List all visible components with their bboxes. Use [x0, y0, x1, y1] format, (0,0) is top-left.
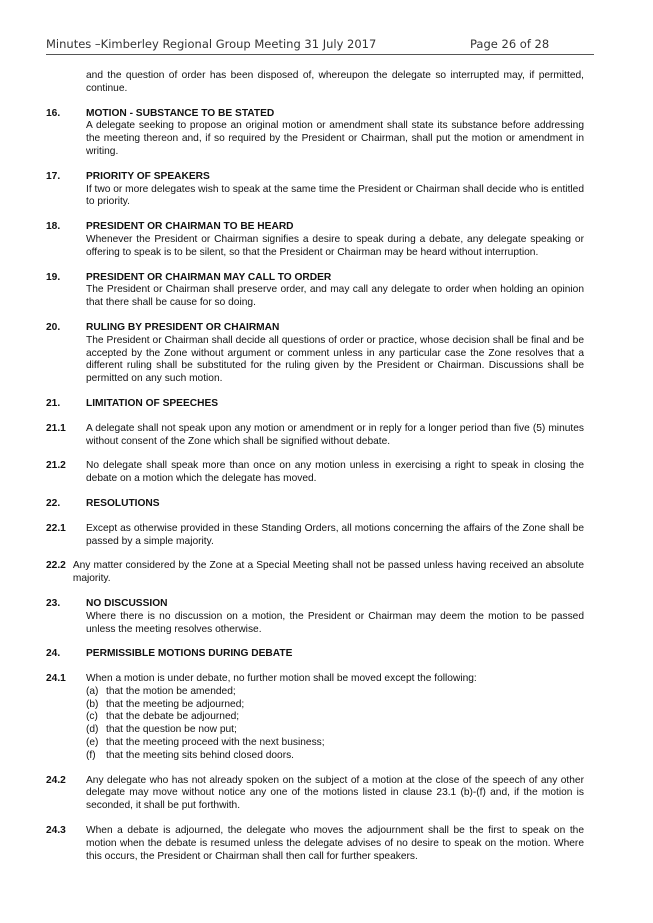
clause-24-2 — [46, 775, 584, 813]
section-number: 19. — [46, 271, 61, 283]
clause-number: 24.2 — [46, 774, 66, 786]
section-body: The President or Chairman shall preserve order, and may call any delegate to order when holding an opinion that there shall be cause for so doing. — [86, 284, 584, 309]
section-number: 23. — [46, 597, 61, 609]
section-body: Where there is no discussion on a motion, the President or Chairman may deem the motion to be passed unless the meeting resolves otherwise. — [86, 610, 584, 635]
section-number: 21. — [46, 397, 61, 409]
clause-text: Any delegate who has not already spoken on the subject of a motion at the close of the speech of any other delegate may move without notice any one of the motions listed in clause 23.1 (b)-(f) and, if the motion is seconded, it shall be put forthwith. — [86, 774, 584, 812]
clause-number: 22.1 — [46, 522, 66, 534]
section-22 — [46, 498, 584, 511]
section-title: NO DISCUSSION — [86, 597, 168, 609]
page-header — [46, 36, 594, 55]
clause-number: 22.2 — [46, 560, 66, 572]
clause-number: 24.1 — [46, 673, 66, 685]
section-24 — [46, 648, 584, 661]
list-item — [86, 737, 584, 750]
section-number: 16. — [46, 107, 61, 119]
list-label: (a) — [86, 685, 99, 697]
section-16 — [46, 108, 584, 159]
intro-paragraph: and the question of order has been disposed of, whereupon the delegate so interrupted may, if permitted, continue. — [86, 70, 584, 94]
list-item — [86, 699, 584, 712]
section-23 — [46, 598, 584, 636]
clause-21-2 — [46, 460, 584, 486]
section-body: If two or more delegates wish to speak at the same time the President or Chairman shall decide who is entitled to priority. — [86, 183, 584, 208]
list-label: (e) — [86, 737, 99, 749]
list-text: that the question be now put; — [106, 724, 237, 736]
list-text: that the meeting be adjourned; — [106, 698, 245, 710]
clause-text: When a motion is under debate, no further motion shall be moved except the following: — [86, 673, 477, 685]
section-title: RESOLUTIONS — [86, 497, 160, 509]
section-title: PRESIDENT OR CHAIRMAN MAY CALL TO ORDER — [86, 271, 332, 283]
list-item — [86, 750, 584, 763]
section-21 — [46, 398, 584, 411]
list-label: (c) — [86, 711, 98, 723]
section-number: 20. — [46, 321, 61, 333]
motion-list — [86, 686, 584, 763]
list-text: that the meeting sits behind closed doors. — [106, 749, 295, 761]
clause-text: A delegate shall not speak upon any motion or amendment or in reply for a longer period than five (5) minutes without consent of the Zone which shall be signified without debate. — [86, 422, 584, 447]
section-number: 24. — [46, 648, 61, 660]
list-label: (d) — [86, 724, 99, 736]
section-19 — [46, 272, 584, 310]
page-number: Page 26 of 28 — [470, 37, 550, 51]
list-item — [86, 724, 584, 737]
clause-22-1 — [46, 523, 584, 549]
clause-24-3 — [46, 825, 584, 863]
section-title: RULING BY PRESIDENT OR CHAIRMAN — [86, 321, 280, 333]
document-title: Minutes –Kimberley Regional Group Meeting 31 July 2017 — [46, 37, 377, 51]
clause-text: Any matter considered by the Zone at a Special Meeting shall not be passed unless having received an absolute majority. — [72, 560, 584, 585]
section-number: 22. — [46, 497, 61, 509]
list-label: (b) — [86, 698, 99, 710]
clause-text: When a debate is adjourned, the delegate who moves the adjournment shall be the first to speak on the motion when the debate is resumed unless the delegate advises of no desire to speak on the motion. Where this occurs, the President or Chairman shall then call for further speakers. — [86, 825, 584, 862]
list-text: that the motion be amended; — [106, 685, 236, 697]
list-item — [86, 711, 584, 724]
section-body: Whenever the President or Chairman signifies a desire to speak during a debate, any delegate speaking or offering to speak is to be silent, so that the President or Chairman may be heard without interruption. — [86, 233, 584, 258]
list-item — [86, 686, 584, 699]
section-number: 17. — [46, 170, 61, 182]
list-text: that the debate be adjourned; — [106, 711, 240, 723]
clause-21-1 — [46, 423, 584, 449]
clause-number: 24.3 — [46, 825, 66, 837]
clause-text: Except as otherwise provided in these Standing Orders, all motions concerning the affairs of the Zone shall be passed by a simple majority. — [86, 522, 584, 547]
section-title: PRESIDENT OR CHAIRMAN TO BE HEARD — [86, 221, 294, 233]
section-20 — [46, 322, 584, 386]
list-label: (f) — [86, 749, 96, 761]
section-body: The President or Chairman shall decide all questions of order or practice, whose decision shall be final and be accepted by the Zone without argument or comment unless in any particular case the Zone resolves that a different ruling shall be substituted for the ruling given by the President or Chairman. Discussions shall be permitted on any such motion. — [86, 334, 584, 385]
list-text: that the meeting proceed with the next business; — [106, 737, 325, 749]
section-title: MOTION - SUBSTANCE TO BE STATED — [86, 107, 275, 119]
clause-text: No delegate shall speak more than once on any motion unless in exercising a right to speak in closing the debate on a motion which the delegate has moved. — [86, 460, 584, 485]
document-body — [46, 70, 584, 863]
clause-22-2 — [46, 560, 584, 586]
section-17 — [46, 171, 584, 209]
section-title: PERMISSIBLE MOTIONS DURING DEBATE — [86, 648, 293, 660]
section-title: LIMITATION OF SPEECHES — [86, 397, 219, 409]
clause-24-1 — [46, 673, 584, 763]
section-18 — [46, 221, 584, 259]
section-number: 18. — [46, 221, 61, 233]
section-body: A delegate seeking to propose an original motion or amendment shall state its substance before addressing the meeting thereon and, if so required by the President or Chairman, shall put the motion or amendment in writing. — [86, 120, 584, 157]
clause-number: 21.1 — [46, 422, 66, 434]
section-title: PRIORITY OF SPEAKERS — [86, 170, 210, 182]
clause-number: 21.2 — [46, 460, 66, 472]
